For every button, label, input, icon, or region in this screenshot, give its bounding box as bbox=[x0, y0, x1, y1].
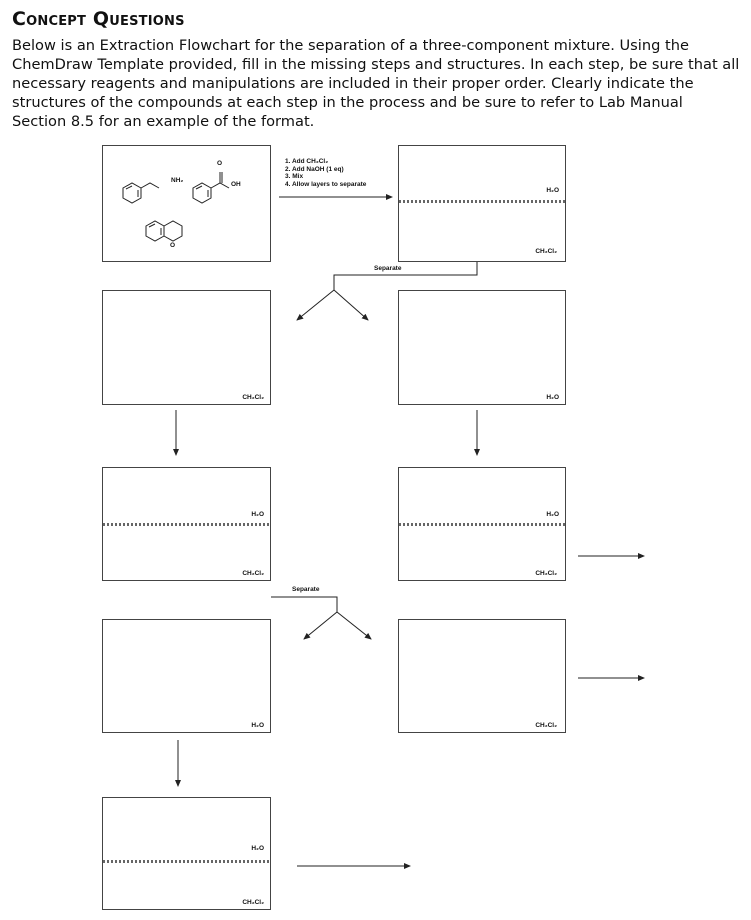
reaction-step: 1. Add CH₂Cl₂ bbox=[285, 158, 329, 165]
page-title: Concept Questions bbox=[12, 8, 185, 30]
reaction-step: 3. Mix bbox=[285, 173, 304, 181]
separate-label: Separate bbox=[374, 265, 402, 272]
organic-layer-label: CH₂Cl₂ bbox=[242, 394, 264, 401]
aqueous-layer-label: H₂O bbox=[251, 722, 264, 729]
aqueous-layer-label: H₂O bbox=[251, 511, 264, 518]
instructions-paragraph: Below is an Extraction Flowchart for the separation of a three-component mixture. Using the ChemDraw Template provided, fill in the missing steps and structures. In each step, be sure that all necessary reagents and manipulations are included in their proper order. Clearly indicate the structures of the compounds at each step in the process and be sure to refer to Lab Manual Section 8.5 for an example of the format. bbox=[12, 37, 740, 130]
amine-label: NH₂ bbox=[171, 177, 184, 184]
separate-connector bbox=[334, 262, 477, 290]
organic-layer-label: CH₂Cl₂ bbox=[535, 722, 557, 729]
organic-layer-label: CH₂Cl₂ bbox=[242, 899, 264, 906]
acid-oh-label: OH bbox=[231, 181, 241, 188]
aqueous-layer-label: H₂O bbox=[546, 511, 559, 518]
aqueous-layer-label: H₂O bbox=[546, 187, 559, 194]
split-arrow-left bbox=[297, 290, 334, 320]
split-arrow-left bbox=[304, 612, 337, 639]
aqueous-layer-label: H₂O bbox=[546, 394, 559, 401]
organic-layer-label: CH₂Cl₂ bbox=[242, 570, 264, 577]
carbonyl-o-label: O bbox=[217, 160, 223, 167]
ether-o-label: O bbox=[170, 242, 176, 249]
separate-connector bbox=[271, 597, 337, 612]
split-arrow-right bbox=[334, 290, 368, 320]
split-arrow-right bbox=[337, 612, 371, 639]
separate-label: Separate bbox=[292, 586, 320, 593]
reaction-step: 4. Allow layers to separate bbox=[285, 180, 367, 188]
reaction-step: 2. Add NaOH (1 eq) bbox=[285, 165, 344, 173]
organic-layer-label: CH₂Cl₂ bbox=[535, 570, 557, 577]
organic-layer-label: CH₂Cl₂ bbox=[535, 248, 557, 255]
aqueous-layer-label: H₂O bbox=[251, 845, 264, 852]
